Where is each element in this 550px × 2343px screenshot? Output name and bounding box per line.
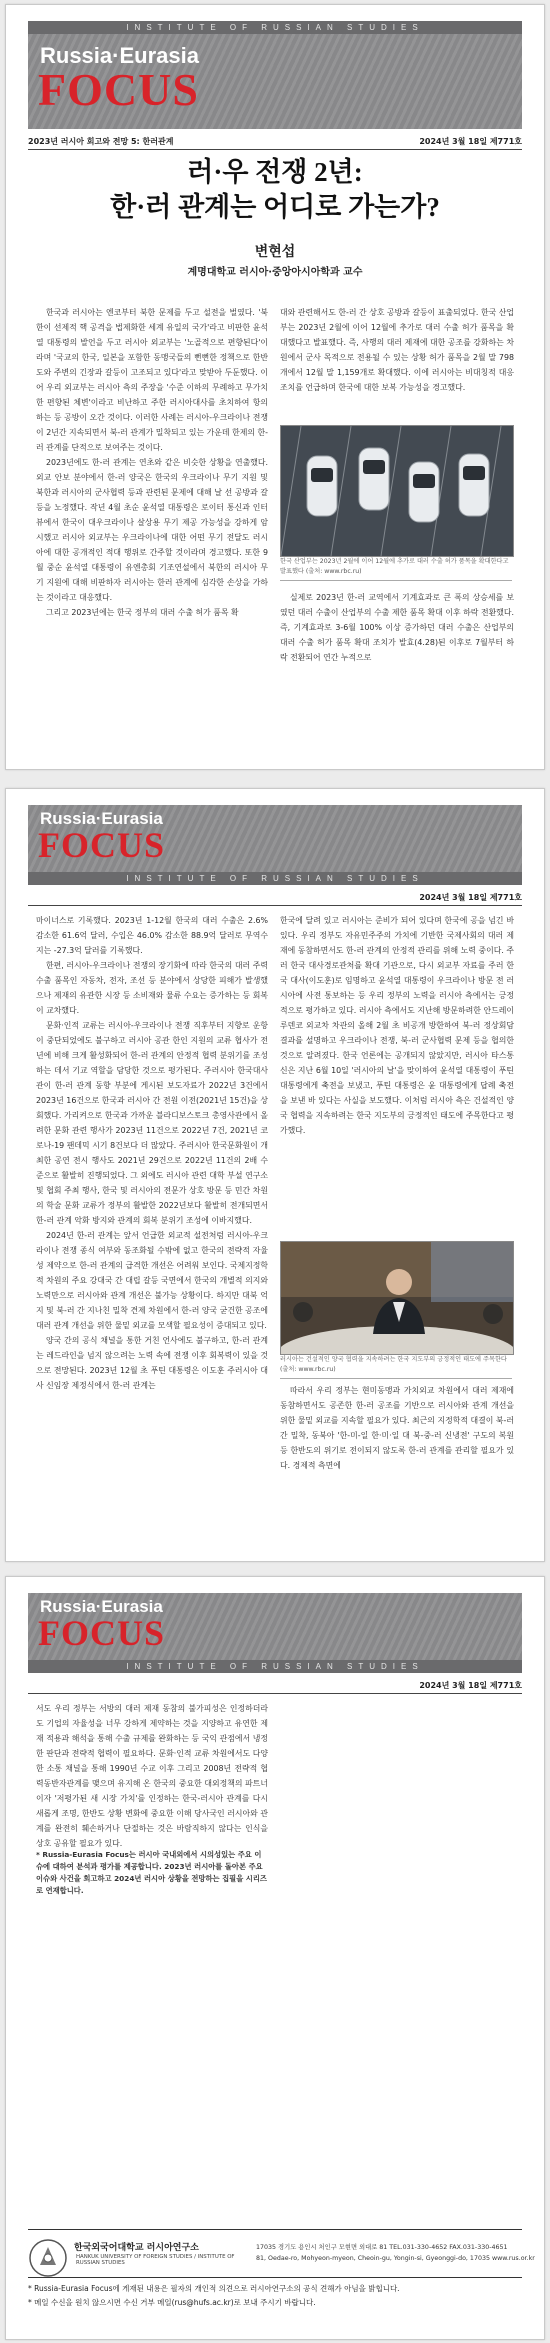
paragraph: 2023년에도 한-러 관계는 연초와 같은 비슷한 상황을 연출했다. 외교 안보 분야에서 한-러 양국은 한국의 우크라이나 무기 지원 및 북한과 러시아의 군사협력 등과 관련된 문제에 대해 날 선 공방과 갈등을 노정했다. 작년 4월 초순 윤석열 대통령은 로이터 통신과 인터뷰에서 한국이 대우크라이나 살상용 무기 제공 가능성을 강하게 암시했고 러시아 외교부는 우크라이나에 대한 어떤 무기 전달도 러시아에 대한 공개적인 적대 행위로 간주할 것이라며 경고했다. 또한 9월 중순 윤석열 대통령이 유엔총회 기조연설에서 북한의 러시아 무기 지원에 대해 비판하자 러시아는 한러 관계에 심각한 손상을 가하는 것이라고 대응했다. bbox=[36, 458, 268, 602]
university-emblem-icon bbox=[28, 2237, 68, 2279]
series-footnote: * Russia-Eurasia Focus는 러시아 국내외에서 시의성있는 주요 이슈에 대하여 분석과 평가를 제공합니다. 2023년 러시아를 돌아본 주요 이슈와 사건을 회고하고 2024년 러시아 상황을 전망하는 집필을 시리즈로 연재합니다. bbox=[36, 1850, 267, 1895]
paragraph: 문화·인적 교류는 러시아-우크라이나 전쟁 직후부터 지향로 운항이 중단되었에도 불구하고 러시아 공관 한인 지원의 교류 협사가 전년에 비해 크게 활성화되어 한-러 관계의 안정적 협력 분위기를 조성하는 데서 기교 역할을 담당한 것으로 평가된다. 주러시아 한국대사관이 한-러 관계 동향 부분에 게시된 보도자료가 2022년 3건에서 2023년 16건으로 한국과 러시아 간 전원 이전(2021년 15건)을 상회했다. 가리켜으로 한국과 가까운 블라디보스토크 총영사관에서 올려한 문화 관련 행사가 2023년 11건으로 2022년 7건, 2021년 코로나-19 팬데믹 시기 8건보다 더 많았다. 주러시아 한국문화원이 개최한 공연 전시 행사도 2021년 29건으로 2022년 11건의 2배 수준으로 활발히 진행되었다. 그 외에도 러시아 관련 대학 부설 연구소 및 협회 주최 행사, 한국 및 러시아의 전문가 상호 방문 등 민간 차원의 학술 문화 교류가 정부의 활발한 2022년보다 활발히 전개되면서 한-러 관계 악화 방지와 관계의 회복 분위기 조성에 이바지했다. bbox=[36, 1021, 268, 1225]
issue-line bbox=[28, 1677, 522, 1694]
photo-parked-cars bbox=[280, 425, 514, 557]
photo-caption: 한국 산업부는 2023년 2월에 이어 12월에 추가로 대러 수출 허가 품목을 확대한다고 발표했다 (출처: www.rbc.ru) bbox=[280, 557, 512, 581]
paragraph: 따라서 우리 정부는 현미동맹과 가치외교 차원에서 대러 제재에 동참하면서도 공존한 한-러 공조를 기반으로 러시아와 관계 개선을 위한 물밑 외교를 지속할 필요가 있다. 최근의 지정학적 대결이 북-러 간 밀착, 동북아 '한-미-일 한·미·일 대 북-중-러 신냉전' 구도의 복원 등 한반도의 위기로 전이되지 않도록 한-러 관계를 관리할 필요가 있다. 경제적 측면에 bbox=[280, 1386, 514, 1470]
page-3 bbox=[5, 1576, 545, 2340]
footer-divider bbox=[28, 2229, 522, 2230]
institute-name: 한국외국어대학교 러시아연구소 bbox=[74, 2243, 199, 2253]
masthead-banner bbox=[28, 805, 522, 885]
issue-date: 2024년 3월 18일 제771호 bbox=[419, 893, 522, 902]
issue-date: 2024년 3월 18일 제771호 bbox=[419, 1681, 522, 1690]
institute-strip: INSTITUTE OF RUSSIAN STUDIES bbox=[28, 1660, 522, 1673]
brand-title-focus: FOCUS bbox=[38, 64, 199, 115]
disclaimer-note: * Russia-Eurasia Focus에 게재된 내용은 필자의 개인적 의견으로 러시아연구소의 공식 견해가 아님을 밝힙니다. bbox=[28, 2284, 400, 2293]
institute-address-en: 81, Oedae-ro, Mohyeon-myeon, Cheoin-gu, Yongin-si, Gyeonggi-do, 17035 www.rus.or.kr bbox=[256, 2255, 535, 2262]
meeting-photo-illustration bbox=[281, 1242, 513, 1354]
brand-title-focus: FOCUS bbox=[38, 825, 166, 865]
paragraph: 마이너스로 기록했다. 2023년 1-12월 한국의 대러 수출은 2.6% 감소한 61.6억 달러, 수입은 46.0% 감소한 88.9억 달러로 무역수지는 -27.3억 달러를 기록했다. bbox=[36, 916, 268, 955]
brand-title-top: Russia·Eurasia bbox=[40, 43, 199, 68]
paragraph: 그리고 2023년에는 한국 정부의 대러 수출 허가 품목 확 bbox=[46, 608, 239, 617]
body-column-right-bottom bbox=[280, 590, 514, 665]
paragraph: 2024년 한-러 관계는 앞서 언급한 외교적 설전처럼 러시아-우크라이나 전쟁 종식 여부와 동조화될 수밖에 없고 한국의 전략적 자율성 제약으로 한-러 관계의 급격한 개선은 어려워 보인다. 국제지정학적 차원의 주요 강대국 간 대립 갈등 국면에서 한국의 개별적 의지와 노력만으로 러시아와 관계 개선은 불가능 상황이다. 하지만 대북 억지 및 북-러 간 지나친 밀착 견제 차원에서 한-러 양국 굳건한 공조에 대러 관계 개선을 위한 물밑 외교를 모색할 필요성이 증대되고 있다. bbox=[36, 1231, 268, 1330]
institute-strip: INSTITUTE OF RUSSIAN STUDIES bbox=[28, 21, 522, 34]
photo-caption: 러시아는 건설적인 양국 협력을 지속하려는 한국 지도부의 긍정적인 태도에 주목한다 (출처: www.rbc.ru) bbox=[280, 1355, 512, 1379]
paragraph: 서도 우리 정부는 서방의 대러 제재 동참의 불가피성은 인정하더라도 기업의 자율성을 너무 강하게 제약하는 것을 지양하고 유연한 제재 적용과 해석을 통해 수출 규제를 완화하는 등 국익 관점에서 냉정한 판단과 전략적 협력이 필요하다. 문화·인적 교류 차원에서도 다양한 소통 채널을 통해 1990년 수교 이후 그리고 2008년 전략적 협력동반자관계를 맺으며 유지해 온 한국의 중요한 대외정책의 파트너이자 '저평가된 새 시장 가치'를 인정하는 한국-러시아 관계를 다시 새롭게 조명, 한반도 상황 변화에 중요한 이해 당사국인 러시아와 관계를 완전히 훼손하거나 단절하는 것은 바람직하지 않다는 인식을 상호 공유할 필요가 있다. bbox=[36, 1704, 268, 1848]
masthead-banner bbox=[28, 1593, 522, 1673]
issue-date: 2024년 3월 18일 제771호 bbox=[419, 137, 522, 146]
paragraph: 한국과 러시아는 엔코부터 북한 문제를 두고 설전을 벌였다. '북한이 선제적 핵 공격을 법제화한 세계 유일의 국가'라고 비판한 윤석열 대통령의 발언을 두고 러시아 외교부는 '노골적으로 편향된다'이라며 '국교의 한국, 일본을 포함한 동맹국들의 뻔뻔한 정책으로 한반도와 주변의 긴장과 갈등이 고조되고 있다'라고 맞받아 두둔했다. 이어 우리 외교부는 러시아 측의 주장을 '수준 이하의 무례하고 무가치한 편향된 체변'이라고 비난하고 주한 러시아대사를 초치하여 항의하는 등 공방이 오간 것이다. 이러한 사례는 러시아-우크라이나 전쟁이 2년간 지속되면서 북-러 관계가 밀착되고 있는 가운데 한제의 한-러 관계를 단적으로 보여주는 것이다. bbox=[36, 308, 268, 452]
institute-strip: INSTITUTE OF RUSSIAN STUDIES bbox=[28, 872, 522, 885]
paragraph: 양국 간의 공식 채널을 통한 거친 언사에도 불구하고, 한-러 관계는 레드라인을 넘지 않으려는 노력 속에 전쟁 이후 회복력이 있을 것으로 전망된다. 2023년 12월 초 푸틴 대통령은 이도훈 주러시아 대사 신임장 제정식에서 한-러 관계는 bbox=[36, 1336, 268, 1390]
article-title bbox=[6, 155, 544, 225]
title-line-2: 한·러 관계는 어디로 가는가? bbox=[110, 192, 440, 222]
issue-line bbox=[28, 133, 522, 150]
body-column-left bbox=[36, 1701, 268, 1851]
brand-title-focus: FOCUS bbox=[38, 1613, 166, 1653]
body-column-right-top bbox=[280, 305, 514, 395]
body-column-right-top bbox=[280, 913, 514, 1138]
institute-english-name: HANKUK UNIVERSITY OF FOREIGN STUDIES / INSTITUTE OF RUSSIAN STUDIES bbox=[76, 2254, 235, 2266]
institute-address-ko: 17035 경기도 용인시 처인구 모현면 외대로 81 TEL.031-330-4652 FAX.031-330-4651 bbox=[256, 2244, 508, 2251]
paragraph: 한편, 러시아-우크라이나 전쟁의 장기화에 따라 한국의 대러 주력 수출 품목인 자동차, 전자, 조선 등 분야에서 상당한 피해가 발생했으나 제재의 유관한 시장 등 소비재와 물류 수요는 증가하는 등 회복이 교차했다. bbox=[36, 961, 268, 1015]
issue-line bbox=[28, 889, 522, 906]
author-affiliation: 계명대학교 러시아·중앙아시아학과 교수 bbox=[187, 267, 363, 278]
brand-title-top: Russia·Eurasia bbox=[40, 1597, 163, 1616]
unsubscribe-note: * 메일 수신을 원치 않으시면 수신 거부 메일(rus@hufs.ac.kr)로 보내 주시기 바랍니다. bbox=[28, 2298, 316, 2307]
page-2 bbox=[5, 788, 545, 1562]
paragraph: 실제로 2023년 한-러 교역에서 기계효과로 큰 폭의 상승세를 보였던 대러 수출이 산업부의 수출 제한 품목 확대 이후 하락 전환했다. 즉, 기계효과로 3-6월 100% 이상 증가하던 대러 수출은 산업부의 대러 수출 허가 품목 확대 조치가 발효(4.28)된 이후로 7월부터 하락 전환되어 연간 누적으로 bbox=[280, 593, 514, 662]
photo-meeting bbox=[280, 1241, 514, 1355]
series-label: 2023년 러시아 회고와 전망 5: 한러관계 bbox=[28, 137, 174, 146]
paragraph: 한국에 달려 있고 러시아는 준비가 되어 있다며 한국에 공을 넘긴 바 있다. 우리 정부도 자유민주주의 가치에 기반한 국제사회의 대러 제재에 동참하면서도 한-러 관계의 안정적 관리를 위해 노력 중이다. 주러 한국 대사경로관처를 확대 기관으로, 다시 외교부 자료를 주러 한국 대사(이도훈)로 임명하고 윤석열 대통령이 우크라이나 방문 전 러시아에 사전 통보하는 등 우리 정부의 노력을 러시아 측에서는 긍정적으로 평가하고 있다. 러시아 측에서도 지난해 방문하려한 안드레이 루덴코 외교차 차관의 올해 2월 초 비공개 방한하여 북-러 정상회담 결과를 설명하고 우크라이나 전쟁, 북-러 군사협력 문제 등을 협의한 것으로 알려졌다. 한국 언론에는 공개되지 않았지만, 러시아 타스통신은 지난 6월 10일 '러시아의 날'을 맞이하여 윤석열 대통령이 푸틴 대통령에게 축전을 보냈고, 푸틴 대통령은 윤 대통령에게 답례 축전을 보낸 바 있다는 사실을 보도했다. 이처럼 러시아 측은 건설적인 양국 협력을 지속하려는 한국 지도부의 긍정적인 태도에 주목한다고 평가했다. bbox=[280, 916, 514, 1135]
body-column-left bbox=[36, 913, 268, 1393]
page-1 bbox=[5, 4, 545, 770]
title-line-1: 러·우 전쟁 2년: bbox=[187, 157, 363, 187]
brand-title-top: Russia·Eurasia bbox=[40, 809, 163, 828]
footer-divider bbox=[28, 2277, 522, 2278]
masthead-banner bbox=[28, 21, 522, 129]
paragraph: 대와 관련해서도 한-러 간 상호 공방과 갈등이 표출되었다. 한국 산업부는 2023년 2월에 이어 12월에 추가로 대러 수출 허가 품목을 확대했다고 발표했다. 즉, 사행의 대러 제재에 대한 공조를 강화하는 차원에서 군사 목적으로 전용될 수 있는 상황 허가 품목을 2월 말 798개에서 12월 말 1,159개로 확대했다. 이에 러시아는 비대칭적 대응 조치를 언급하며 한국에 대한 보복 가능성을 경고했다. bbox=[280, 308, 514, 392]
body-column-left bbox=[36, 305, 268, 620]
author-name: 변현섭 bbox=[254, 244, 296, 260]
cars-photo-illustration bbox=[281, 426, 513, 556]
body-column-right-bottom bbox=[280, 1383, 514, 1473]
